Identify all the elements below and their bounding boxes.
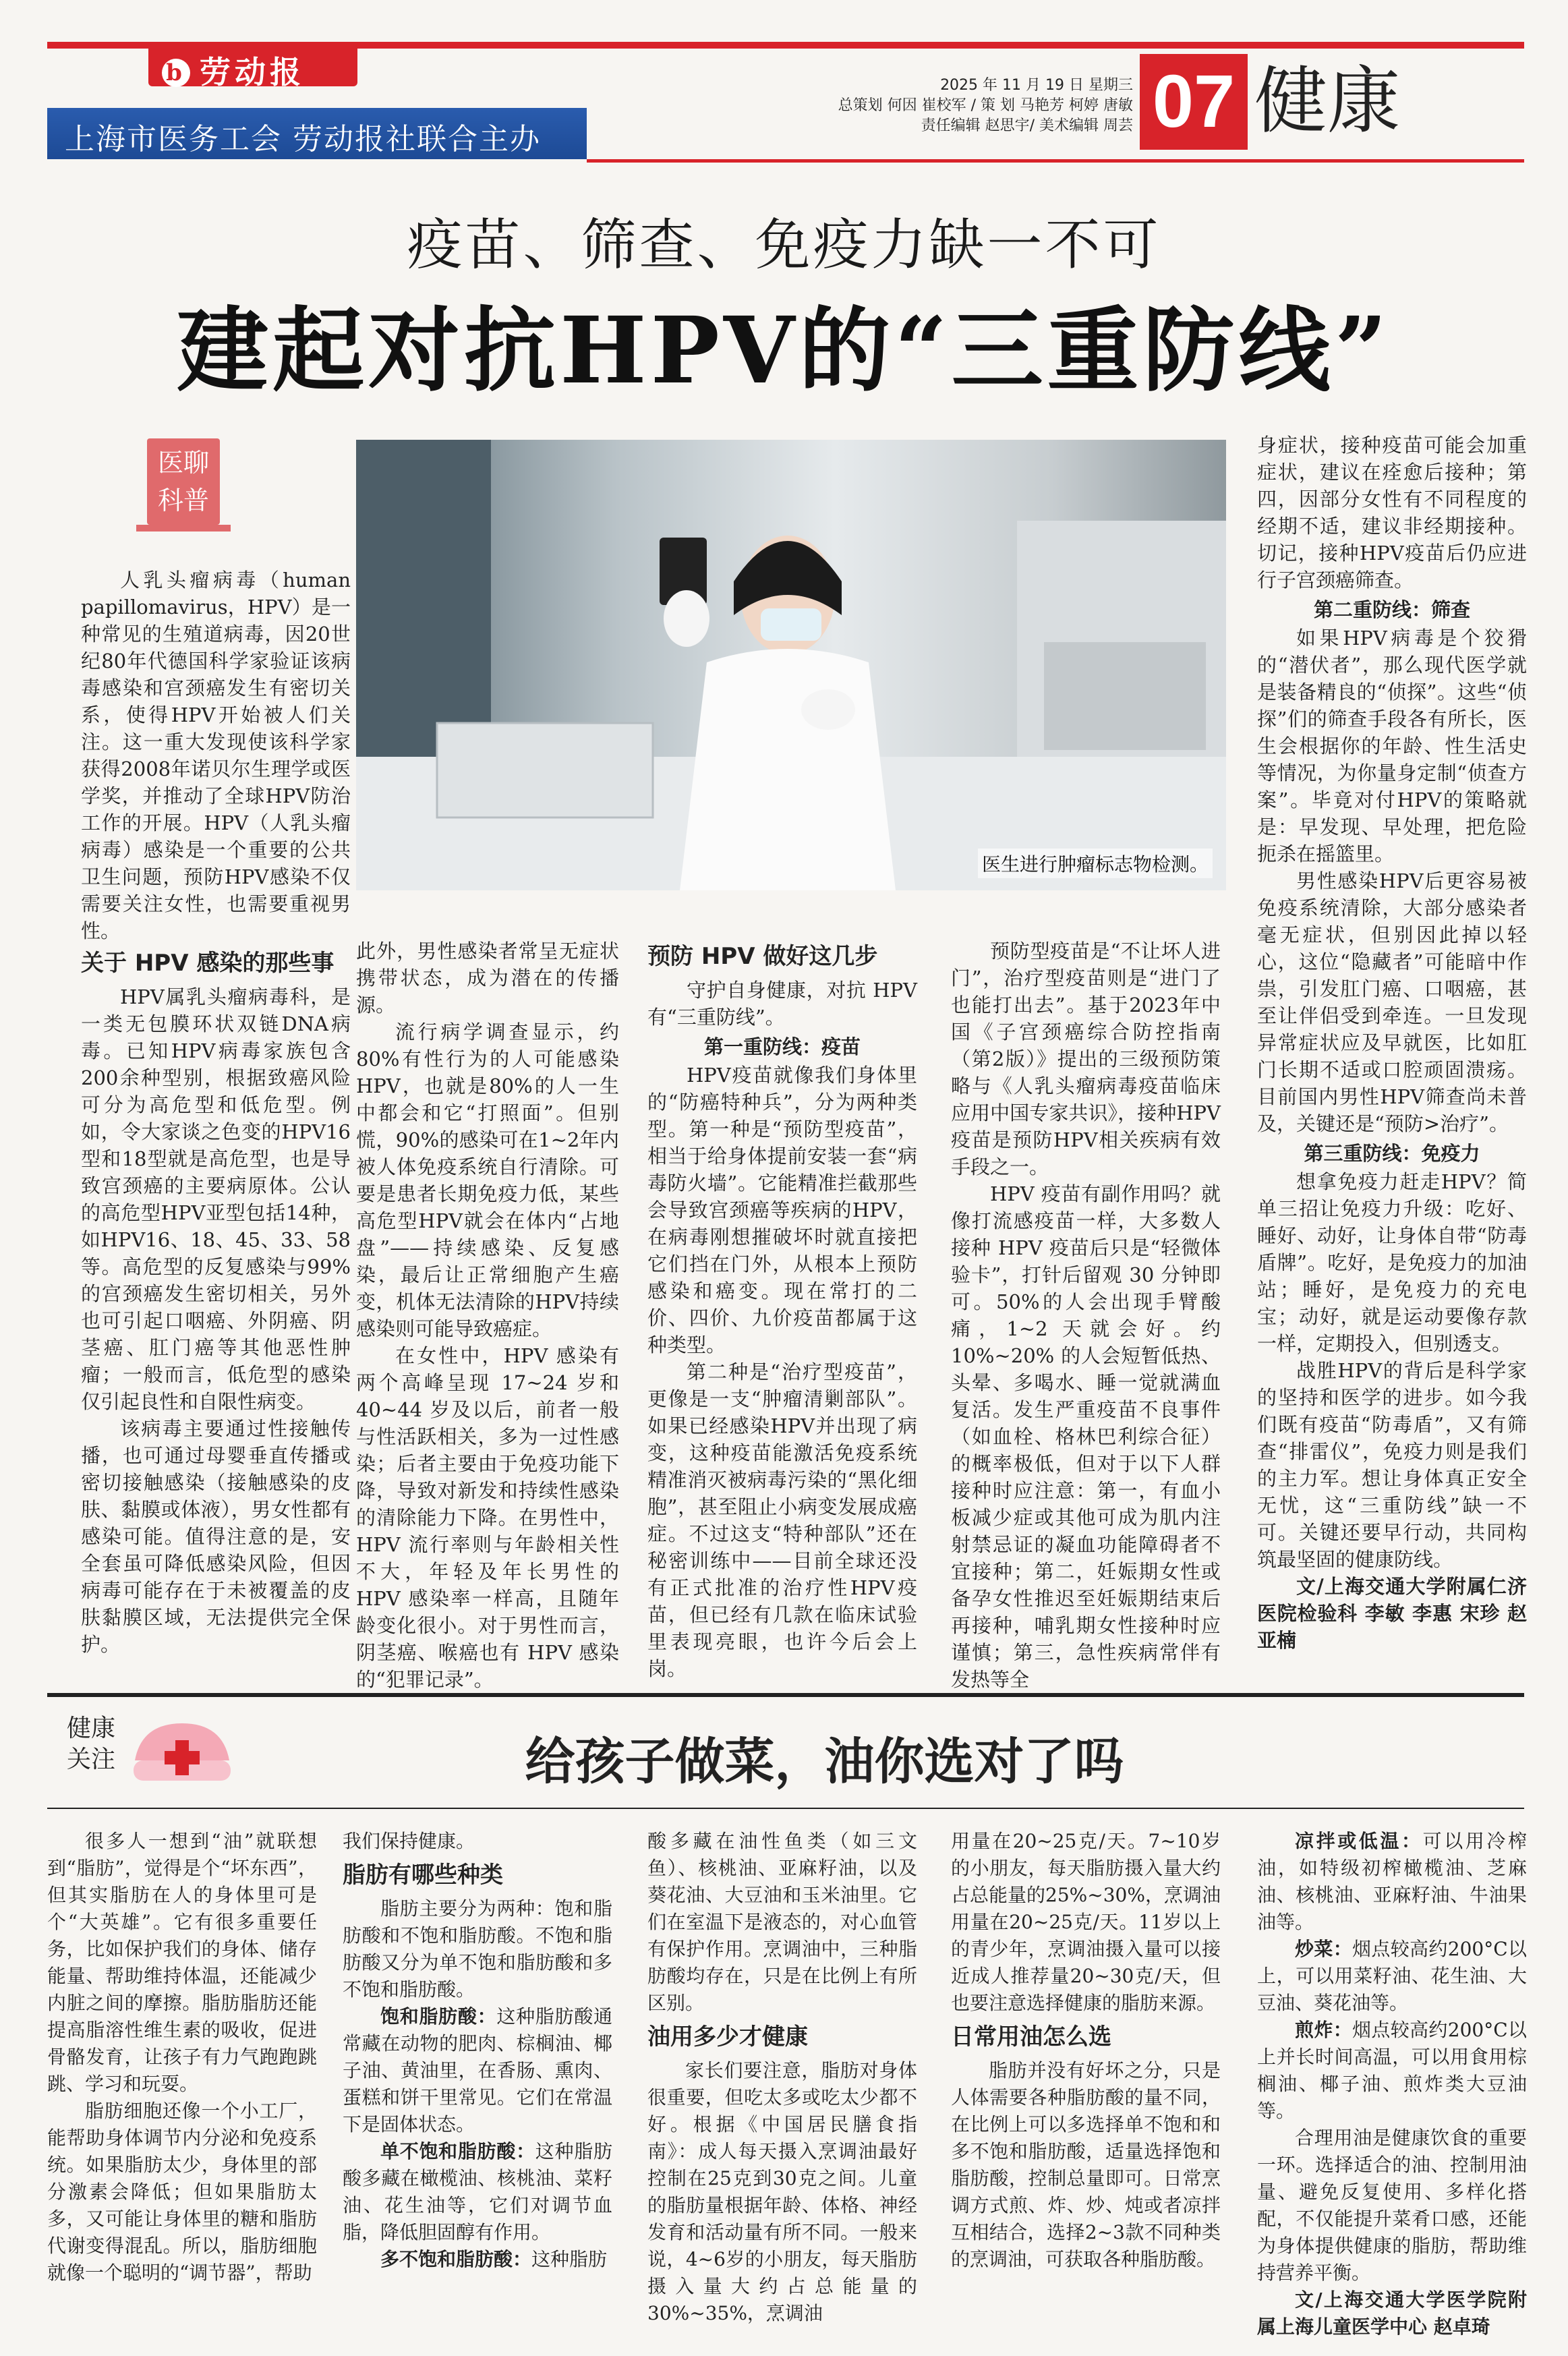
subheading: 第三重防线：免疫力 <box>1304 1142 1480 1165</box>
paragraph <box>343 2246 612 2273</box>
paragraph <box>1257 1828 1527 1936</box>
paragraph: 第二种是“治疗型疫苗”，更像是一支“肿瘤清剿部队”。如果已经感染HPV并出现了病变，这种疫苗能激活免疫系统精准消灭被病毒污染的“黑化细胞”，甚至阻止小病变发展成癌症。不过这支“特种部队”还在秘密训练中——目前全球还没有正式批准的治疗性HPV疫苗，但已经有几款在临床试验里表现亮眼，也许今后会上岗。 <box>647 1360 917 1680</box>
editors-line-1: 总策划 何因 崔校军 / 策 划 马艳芳 柯婷 唐敏 <box>838 97 1133 114</box>
paragraph: 该病毒主要通过性接触传播，也可通过母婴垂直传播或密切接触感染（接触感染的皮肤、黏膜或体液），男女性都有感染可能。值得注意的是，安全套虽可降低感染风险，但因病毒可能存在于未被覆盖的皮肤黏膜区域，无法提供完全保护。 <box>81 1417 351 1656</box>
keyword: 炒菜： <box>1295 1938 1353 1960</box>
paragraph <box>343 2003 612 2138</box>
article2-title: 给孩子做菜，油你选对了吗 <box>525 1733 1124 1791</box>
paragraph: HPV属乳头瘤病毒科，是一类无包膜环状双链DNA病毒。已知HPV病毒家族包含200余种型别，根据致癌风险可分为高危型和低危型。例如，令大家谈之色变的HPV16型和18型就是高危型，也是导致宫颈癌的主要病原体。公认的高危型HPV亚型包括14种，如HPV16、18、45、33、58等。高危型的反复感染与99%的宫颈癌发生密切相关，另外也可引起口咽癌、外阴癌、阴茎癌、肛门癌等其他恶性肿瘤；一般而言，低危型的感染仅引起良性和自限性病变。 <box>81 985 351 1413</box>
paragraph: 脂肪主要分为两种：饱和脂肪酸和不饱和脂肪酸。不饱和脂肪酸又分为单不饱和脂肪酸和多不饱和脂肪酸。 <box>343 1897 612 2001</box>
paragraph-text: 这种脂肪 <box>531 2248 608 2270</box>
lab-photo <box>356 440 1226 890</box>
doctor-lab-illustration <box>356 440 1226 890</box>
byline: 文/上海交通大学医学院附属上海儿童医学中心 赵卓琦 <box>1257 2289 1527 2338</box>
keyword: 煎炸： <box>1295 2019 1353 2041</box>
paragraph: 战胜HPV的背后是科学家的坚持和医学的进步。如今我们既有疫苗“防毒盾”，又有筛查“排雷仪”，免疫力则是我们的主力军。想让身体真正安全无忧，这“三重防线”缺一不可。关键还要早行动，共同构筑最坚固的健康防线。 <box>1257 1359 1527 1571</box>
banner-rule <box>587 159 1524 163</box>
paragraph: 流行病学调查显示，约80%有性行为的人可能感染HPV，也就是80%的人一生中都会和它“打照面”。但别慌，90%的感染可在1~2年内被人体免疫系统自行清除。可要是患者长期免疫力低，某些高危型HPV就会在体内“占地盘”——持续感染、反复感染，最后让正常细胞产生癌变，机体无法清除的HPV持续感染则可能导致癌症。 <box>356 1021 619 1340</box>
paragraph: 守护自身健康，对抗 HPV 有“三重防线”。 <box>647 979 917 1029</box>
paragraph: 此外，男性感染者常呈无症状携带状态，成为潜在的传播源。 <box>356 940 619 1016</box>
article1-column-2 <box>356 938 619 1693</box>
column-tag: 医聊科普 <box>147 438 220 525</box>
column-tag-health: 健康关注 <box>66 1715 115 1773</box>
paragraph: HPV 疫苗有副作用吗？就像打流感疫苗一样，大多数人接种 HPV 疫苗后只是“轻微体验卡”，打针后留观 30 分钟即可。50%的人会出现手臂酸痛，1~2 天就会好。约 10%~20% 的人会短暂低热、头晕、多喝水、睡一觉就满血复活。发生严重疫苗不良事件（如血栓、格林巴利综合征）的概率极低，但对于以下人群接种时应注意：第一，有血小板减少症或其他可成为肌内注射禁忌证的凝血功能障碍者不宜接种；第二，妊娠期女性或备孕女性推迟至妊娠期结束后再接种，哺乳期女性接种时应谨慎；第三，急性疾病常伴有发热等全 <box>951 1182 1221 1691</box>
paragraph: 用量在20~25克/天。7~10岁的小朋友，每天脂肪摄入量大约占总能量的25%~30%，烹调油用量在20~25克/天。11岁以上的青少年，烹调油摄入量可以接近成人推荐量20~30克/天，但也要注意选择健康的脂肪来源。 <box>951 1830 1221 2014</box>
paragraph: 男性感染HPV后更容易被免疫系统清除，大部分感染者毫无症状，但别因此掉以轻心，这位“隐藏者”可能暗中作祟，引发肛门癌、口咽癌，甚至让伴侣受到牵连。一旦发现异常症状应及早就医，比如肛门长期不适或口腔顽固溃疡。目前国内男性HPV筛查尚未普及，关键还是“预防>治疗”。 <box>1257 869 1527 1135</box>
section-heading: 预防 HPV 做好这几步 <box>647 943 878 970</box>
newspaper-logo <box>148 45 357 90</box>
section-heading: 脂肪有哪些种类 <box>343 1862 503 1889</box>
article1-column-4 <box>951 938 1221 1693</box>
paragraph-text: 这种脂肪酸多藏在橄榄油、核桃油、菜籽油、花生油等，它们对调节血脂，降低胆固醇有作用。 <box>343 2140 612 2243</box>
byline: 文/上海交通大学附属仁济医院检验科 李敏 李惠 宋珍 赵亚楠 <box>1257 1575 1527 1652</box>
paragraph: 很多人一想到“油”就联想到“脂肪”，觉得是个“坏东西”，但其实脂肪在人的身体里可是个“大英雄”。它有很多重要任务，比如保护我们的身体、储存能量、帮助维持体温，还能减少内脏之间的摩擦。脂肪脂肪还能提高脂溶性维生素的吸收，促进骨骼发育，让孩子有力气跑跑跳跳、学习和玩耍。 <box>47 1830 317 2095</box>
page-number: 07 <box>1140 54 1248 150</box>
article-subtitle: 疫苗、筛查、免疫力缺一不可 <box>407 213 1161 277</box>
article2-column-3 <box>647 1828 917 2327</box>
paragraph: 我们保持健康。 <box>343 1830 475 1852</box>
logo-mark-icon: b <box>162 59 190 87</box>
paragraph: 预防型疫苗是“不让坏人进门”，治疗型疫苗则是“进门了也能打出去”。基于2023年中国《子宫颈癌综合防控指南（第2版）》提出的三级预防策略与《人乳头瘤病毒疫苗临床应用中国专家共识》，接种HPV疫苗是预防HPV相关疾病有效手段之一。 <box>951 940 1221 1178</box>
section-heading: 日常用油怎么选 <box>951 2023 1111 2050</box>
article2-column-1 <box>47 1828 317 2287</box>
paragraph <box>343 2138 612 2246</box>
keyword: 凉拌或低温： <box>1295 1830 1423 1852</box>
keyword: 单不饱和脂肪酸： <box>380 2140 535 2162</box>
article2-column-5 <box>1257 1828 1527 2340</box>
section-name: 健康 <box>1254 59 1401 144</box>
article1-column-3 <box>647 938 917 1682</box>
paragraph-text: 烟点较高约200°C以上，可以用菜籽油、花生油、大豆油、葵花油等。 <box>1257 1938 1527 2014</box>
edition-meta <box>796 76 1133 136</box>
paragraph: 想拿免疫力赶走HPV？简单三招让免疫力升级：吃好、睡好、动好，让身体自带“防毒盾牌”。吃好，是免疫力的加油站；睡好，是免疫力的充电宝；动好，就是运动要像存款一样，定期投入，但别透支。 <box>1257 1170 1527 1355</box>
article2-column-4 <box>951 1828 1221 2273</box>
paragraph: 在女性中，HPV 感染有两个高峰呈现 17~24 岁和 40~44 岁及以后，前者一般与性活跃相关，多为一过性感染；后者主要由于免疫功能下降，导致对新发和持续性感染的清除能力下降。在男性中，HPV 流行率则与年龄相关性不大，年轻及年长男性的 HPV 感染率一样高，且随年龄变化很小。对于男性而言，阴茎癌、喉癌也有 HPV 感染的“犯罪记录”。 <box>356 1344 619 1691</box>
section-heading: 关于 HPV 感染的那些事 <box>81 950 335 977</box>
subheading: 第一重防线：疫苗 <box>703 1035 861 1058</box>
paragraph: 身症状，接种疫苗可能会加重症状，建议在痊愈后接种；第四，因部分女性有不同程度的经期不适，建议非经期接种。切记，接种HPV疫苗后仍应进行子宫颈癌筛查。 <box>1257 434 1527 592</box>
paragraph-text: 这种脂肪酸通常藏在动物的肥肉、棕榈油、椰子油、黄油里，在香肠、熏肉、蛋糕和饼干里常见。它们在常温下是固体状态。 <box>343 2005 612 2135</box>
paragraph-text: 可以用冷榨油，如特级初榨橄榄油、芝麻油、核桃油、亚麻籽油、牛油果油等。 <box>1257 1830 1527 1933</box>
article2-column-2 <box>343 1828 612 2273</box>
section-heading: 油用多少才健康 <box>647 2023 808 2050</box>
column-tag-underline <box>136 525 231 531</box>
title-divider <box>47 1808 1524 1809</box>
paragraph: HPV疫苗就像我们身体里的“防癌特种兵”，分为两种类型。第一种是“预防型疫苗”，相当于给身体提前安装一套“病毒防火墙”。它能精准拦截那些会导致宫颈癌等疾病的HPV，在病毒刚想摧破坏时就直接把它们挡在门外，从根本上预防感染和癌变。现在常打的二价、四价、九价疫苗都属于这种类型。 <box>647 1064 917 1356</box>
section-divider <box>47 1693 1524 1697</box>
paragraph-text: 烟点较高约200°C以上并长时间高温，可以用食用棕榈油、椰子油、煎炸类大豆油等。 <box>1257 2019 1527 2122</box>
paragraph: 合理用油是健康饮食的重要一环。选择适合的油、控制用油量、避免反复使用、多样化搭配，不仅能提升菜肴口感，还能为身体提供健康的脂肪，帮助维持营养平衡。 <box>1257 2127 1527 2284</box>
keyword: 饱和脂肪酸： <box>380 2005 497 2028</box>
editors-line-2: 责任编辑 赵思宇/ 美术编辑 周芸 <box>921 117 1133 134</box>
article-title: 建起对抗HPV的“三重防线” <box>177 297 1391 405</box>
paragraph <box>1257 2017 1527 2125</box>
paragraph <box>1257 1936 1527 2017</box>
paragraph: 家长们要注意，脂肪对身体很重要，但吃太多或吃太少都不好。根据《中国居民膳食指南》：成人每天摄入烹调油最好控制在25克到30克之间。儿童的脂肪量根据年龄、体格、神经发育和活动量有所不同。一般来说，4~6岁的小朋友，每天脂肪摄入量大约占总能量的30%~35%，烹调油 <box>647 2059 917 2324</box>
paragraph: 脂肪并没有好坏之分，只是人体需要各种脂肪酸的量不同，在比例上可以多选择单不饱和和多不饱和脂肪酸，适量选择饱和脂肪酸，控制总量即可。日常烹调方式煎、炸、炒、炖或者凉拌互相结合，选择2~3款不同种类的烹调油，可获取各种脂肪酸。 <box>951 2059 1221 2270</box>
article1-column-1 <box>81 567 351 1658</box>
logo-text: 劳动报 <box>200 54 305 90</box>
organizer-banner: 上海市医务工会 劳动报社联合主办 <box>47 108 587 159</box>
paragraph: 人乳头瘤病毒（human papillomavirus，HPV）是一种常见的生殖道病毒，因20世纪80年代德国科学家验证该病毒感染和宫颈癌发生有密切关系，使得HPV开始被人们关注。这一重大发现使该科学家获得2008年诺贝尔生理学或医学奖，并推动了全球HPV防治工作的开展。HPV（人乳头瘤病毒）感染是一个重要的公共卫生问题，预防HPV感染不仅需要关注女性，也需要重视男性。 <box>81 569 351 942</box>
photo-caption: 医生进行肿瘤标志物检测。 <box>978 849 1213 878</box>
paragraph: 如果HPV病毒是个狡猾的“潜伏者”，那么现代医学就是装备精良的“侦探”。这些“侦探”们的筛查手段各有所长，医生会根据你的年龄、性生活史等情况，为你量身定制“侦查方案”。毕竟对付HPV的策略就是：早发现、早处理，把危险扼杀在摇篮里。 <box>1257 627 1527 865</box>
article1-column-5 <box>1257 432 1527 1654</box>
subheading: 第二重防线：筛查 <box>1313 598 1470 621</box>
paragraph: 酸多藏在油性鱼类（如三文鱼）、核桃油、亚麻籽油，以及葵花油、大豆油和玉米油里。它们在室温下是液态的，对心血管有保护作用。烹调油中，三种脂肪酸均存在，只是在比例上有所区别。 <box>647 1830 917 2014</box>
paragraph: 脂肪细胞还像一个小工厂，能帮助身体调节内分泌和免疫系统。如果脂肪太少，身体里的部分激素会降低；但如果脂肪太多，又可能让身体里的糖和脂肪代谢变得混乱。所以，脂肪细胞就像一个聪明的“调节器”，帮助 <box>47 2100 317 2284</box>
keyword: 多不饱和脂肪酸： <box>380 2248 532 2270</box>
date-line: 2025 年 11 月 19 日 星期三 <box>940 77 1133 94</box>
